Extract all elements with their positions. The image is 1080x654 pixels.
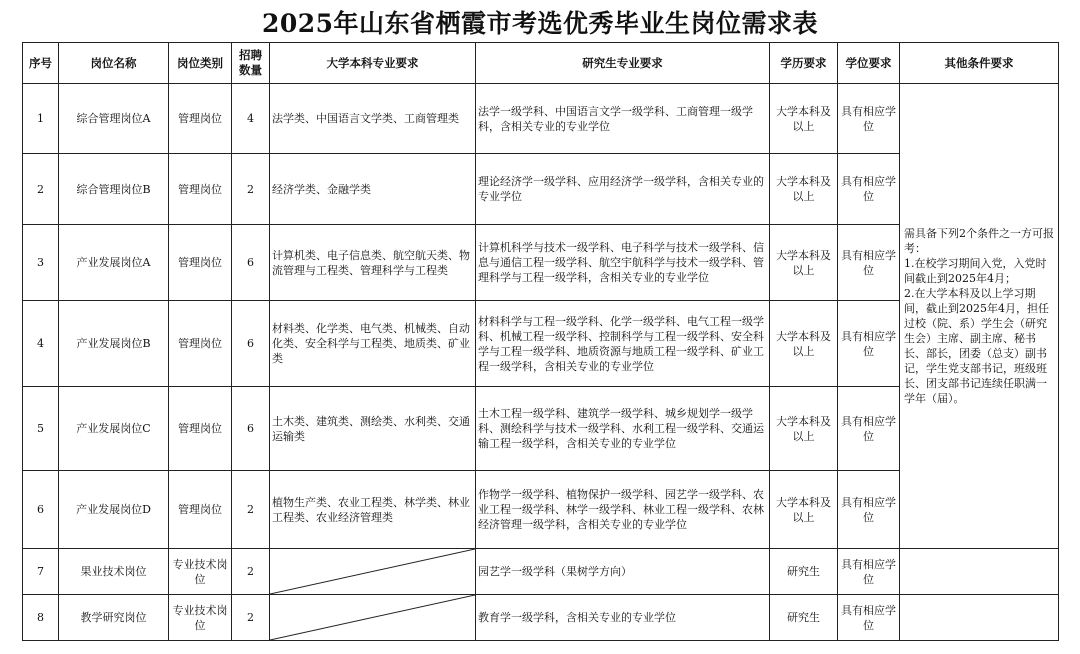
cell-education: 大学本科及以上 <box>770 387 838 471</box>
cell-graduate: 作物学一级学科、植物保护一级学科、园艺学一级学科、农业工程一级学科、林学一级学科、林业工程一级学科、农林经济管理一级学科，含相关专业的专业学位 <box>476 471 770 549</box>
cell-undergrad: 计算机类、电子信息类、航空航天类、物流管理与工程类、管理科学与工程类 <box>270 225 476 301</box>
cell-graduate: 计算机科学与技术一级学科、电子科学与技术一级学科、信息与通信工程一级学科、航空宇航科学与技术一级学科、管理科学与工程一级学科，含相关专业的专业学位 <box>476 225 770 301</box>
cell-no: 6 <box>23 471 59 549</box>
cell-count: 2 <box>232 549 270 595</box>
cell-position: 综合管理岗位B <box>59 154 169 225</box>
cell-education: 研究生 <box>770 549 838 595</box>
cell-graduate: 材料科学与工程一级学科、化学一级学科、电气工程一级学科、机械工程一级学科、控制科学与工程一级学科、安全科学与工程一级学科、地质资源与地质工程一级学科、矿业工程一级学科，含相关专业的专业学位 <box>476 301 770 387</box>
cell-count: 2 <box>232 154 270 225</box>
cell-no: 1 <box>23 84 59 154</box>
cell-degree: 具有相应学位 <box>838 225 900 301</box>
cell-graduate: 法学一级学科、中国语言文学一级学科、工商管理一级学科，含相关专业的专业学位 <box>476 84 770 154</box>
cell-degree: 具有相应学位 <box>838 301 900 387</box>
header-other: 其他条件要求 <box>900 43 1059 84</box>
cell-position: 产业发展岗位B <box>59 301 169 387</box>
cell-graduate: 教育学一级学科，含相关专业的专业学位 <box>476 595 770 641</box>
cell-undergrad: 法学类、中国语言文学类、工商管理类 <box>270 84 476 154</box>
cell-education: 大学本科及以上 <box>770 154 838 225</box>
cell-degree: 具有相应学位 <box>838 154 900 225</box>
cell-position: 产业发展岗位D <box>59 471 169 549</box>
cell-degree: 具有相应学位 <box>838 549 900 595</box>
table-row <box>23 84 1059 154</box>
cell-other-conditions: 需具备下列2个条件之一方可报考： 1.在校学习期间入党，入党时间截止到2025年4月； 2.在大学本科及以上学习期间，截止到2025年4月，担任过校（院、系）学生会（研究生会）主席、副主席、秘书长、部长，团委（总支）副书记，学生党支部书记，班级班长、团支部书记连续任职满一学年（届）。 <box>900 84 1059 549</box>
cell-degree: 具有相应学位 <box>838 471 900 549</box>
header-no: 序号 <box>23 43 59 84</box>
cell-other-empty <box>900 549 1059 595</box>
header-education: 学历要求 <box>770 43 838 84</box>
cell-undergrad: 材料类、化学类、电气类、机械类、自动化类、安全科学与工程类、地质类、矿业类 <box>270 301 476 387</box>
cell-education: 研究生 <box>770 595 838 641</box>
diagonal-slash <box>270 549 475 594</box>
cell-education: 大学本科及以上 <box>770 471 838 549</box>
cell-position: 果业技术岗位 <box>59 549 169 595</box>
cell-undergrad: 土木类、建筑类、测绘类、水利类、交通运输类 <box>270 387 476 471</box>
cell-position: 教学研究岗位 <box>59 595 169 641</box>
cell-no: 4 <box>23 301 59 387</box>
table-row <box>23 549 1059 595</box>
table-row <box>23 595 1059 641</box>
header-position: 岗位名称 <box>59 43 169 84</box>
cell-degree: 具有相应学位 <box>838 387 900 471</box>
diagonal-slash <box>270 595 475 640</box>
cell-graduate: 理论经济学一级学科、应用经济学一级学科，含相关专业的专业学位 <box>476 154 770 225</box>
cell-category: 管理岗位 <box>169 387 232 471</box>
cell-education: 大学本科及以上 <box>770 84 838 154</box>
cell-category: 管理岗位 <box>169 225 232 301</box>
cell-no: 8 <box>23 595 59 641</box>
cell-no: 5 <box>23 387 59 471</box>
cell-category: 管理岗位 <box>169 301 232 387</box>
cell-undergrad: 经济学类、金融学类 <box>270 154 476 225</box>
document-title: 2025年山东省栖霞市考选优秀毕业生岗位需求表 <box>261 9 819 38</box>
cell-no: 3 <box>23 225 59 301</box>
cell-other-empty <box>900 595 1059 641</box>
header-undergrad: 大学本科专业要求 <box>270 43 476 84</box>
cell-count: 4 <box>232 84 270 154</box>
cell-count: 6 <box>232 225 270 301</box>
cell-undergrad-not-applicable <box>270 549 476 595</box>
cell-degree: 具有相应学位 <box>838 595 900 641</box>
cell-no: 2 <box>23 154 59 225</box>
cell-position: 产业发展岗位C <box>59 387 169 471</box>
cell-count: 6 <box>232 387 270 471</box>
cell-category: 专业技术岗位 <box>169 595 232 641</box>
cell-count: 6 <box>232 301 270 387</box>
header-count: 招聘 数量 <box>232 43 270 84</box>
cell-count: 2 <box>232 471 270 549</box>
cell-category: 管理岗位 <box>169 84 232 154</box>
cell-degree: 具有相应学位 <box>838 84 900 154</box>
cell-category: 管理岗位 <box>169 154 232 225</box>
header-graduate: 研究生专业要求 <box>476 43 770 84</box>
cell-undergrad-not-applicable <box>270 595 476 641</box>
cell-graduate: 土木工程一级学科、建筑学一级学科、城乡规划学一级学科、测绘科学与技术一级学科、水利工程一级学科、交通运输工程一级学科，含相关专业的专业学位 <box>476 387 770 471</box>
cell-education: 大学本科及以上 <box>770 225 838 301</box>
cell-category: 专业技术岗位 <box>169 549 232 595</box>
cell-category: 管理岗位 <box>169 471 232 549</box>
header-category: 岗位类别 <box>169 43 232 84</box>
position-table <box>22 42 1059 641</box>
cell-education: 大学本科及以上 <box>770 301 838 387</box>
cell-undergrad: 植物生产类、农业工程类、林学类、林业工程类、农业经济管理类 <box>270 471 476 549</box>
header-degree: 学位要求 <box>838 43 900 84</box>
cell-no: 7 <box>23 549 59 595</box>
cell-position: 产业发展岗位A <box>59 225 169 301</box>
cell-count: 2 <box>232 595 270 641</box>
cell-graduate: 园艺学一级学科（果树学方向） <box>476 549 770 595</box>
header-row <box>23 43 1059 84</box>
cell-position: 综合管理岗位A <box>59 84 169 154</box>
